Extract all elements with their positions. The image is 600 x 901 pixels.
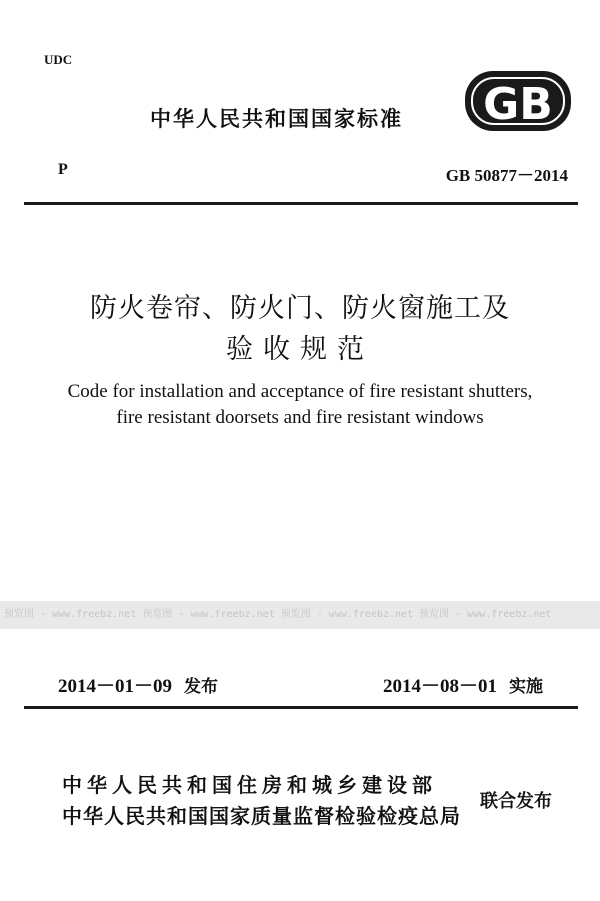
effective-date: 2014－08－01	[383, 676, 498, 697]
top-divider	[24, 202, 578, 205]
gb-logo	[462, 68, 574, 134]
udc-label: UDC	[44, 52, 73, 67]
issue-label: 发布	[184, 677, 219, 697]
effective-date-block	[383, 671, 543, 698]
title-en-line1: Code for installation and acceptance of fire resistant shutters,	[67, 381, 533, 402]
classification-code: P	[58, 161, 68, 178]
title-en-line2: fire resistant doorsets and fire resistant windows	[116, 407, 484, 428]
watermark-banner: 预览图 - www.freebz.net 预览图 - www.freebz.net 预览图 - www.freebz.net 预览图 - www.freebz.net	[0, 601, 600, 629]
standard-category: 中华人民共和国国家标准	[150, 107, 403, 131]
title-cn-line2: 验收规范	[226, 334, 374, 365]
authority-line2: 中华人民共和国国家质量监督检验检疫总局	[62, 804, 461, 828]
authority-line1: 中华人民共和国住房和城乡建设部	[62, 773, 437, 797]
gb-logo-text: GB	[483, 79, 553, 130]
issue-date: 2014－01－09	[58, 676, 173, 697]
joint-issue-label: 联合发布	[480, 791, 552, 812]
title-cn-line1: 防火卷帘、防火门、防火窗施工及	[90, 293, 510, 324]
effective-label: 实施	[509, 677, 544, 697]
issue-date-block	[58, 671, 218, 698]
bottom-divider	[24, 706, 578, 709]
standard-number: GB 50877－2014	[445, 166, 568, 185]
